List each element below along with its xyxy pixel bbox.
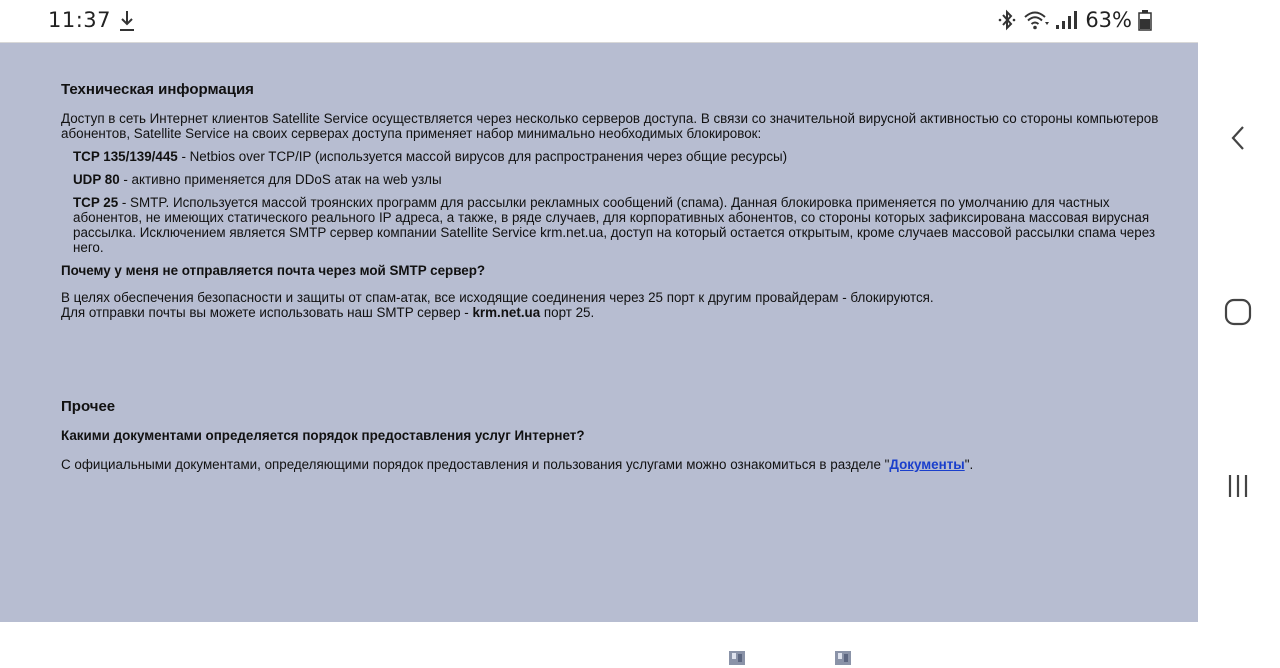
status-time: 11:37 (48, 8, 112, 32)
section-title-technical: Техническая информация (61, 81, 254, 98)
block-item-tcp-135 (73, 149, 1171, 164)
back-button[interactable] (1218, 120, 1258, 160)
block-item-udp-80 (73, 172, 1171, 187)
faq-answer-line2-before: Для отправки почты вы можете использовать наш SMTP сервер - (61, 305, 473, 320)
section-other (61, 398, 1171, 472)
documents-link[interactable]: Документы (889, 457, 965, 472)
faq-answer-documents-before: С официальными документами, определяющими порядок предоставления и пользования услугами можно ознакомиться в разделе " (61, 457, 890, 472)
block-item-label: TCP 135/139/445 (73, 149, 178, 164)
block-item-text: - SMTP. Используется массой троянских программ для рассылки рекламных сообщений (спама). Данная блокировка применяется по умолчанию для частных абонентов, не имеющих статического реального IP адреса, а также, в ряде случаев, для корпоративных абонентов, со стороны которых зафиксирована массовая вирусная рассылка. Исключением является SMTP сервер компании Satellite Service krm.net.ua, доступ на который остается открытым, кроме случаев массовой рассылки спама через него. (73, 195, 1155, 255)
battery-percent: 63% (1085, 8, 1132, 32)
technical-intro: Доступ в сеть Интернет клиентов Satellite Service осуществляется через несколько серверов доступа. В связи со значительной вирусной активностью со стороны компьютеров абонентов, Satellite Service на своих серверах доступа применяет набор минимально необходимых блокировок: (61, 111, 1159, 141)
thumbnail-image[interactable] (726, 649, 748, 665)
section-title-other: Прочее (61, 398, 116, 415)
bluetooth-icon (997, 9, 1017, 31)
signal-icon (1055, 9, 1079, 31)
home-button[interactable] (1218, 294, 1258, 334)
faq-question-documents: Какими документами определяется порядок предоставления услуг Интернет? (61, 428, 585, 443)
smtp-server-name: krm.net.ua (472, 305, 541, 320)
download-icon (118, 9, 136, 33)
recents-button[interactable] (1218, 468, 1258, 508)
navigation-bar (1198, 0, 1280, 622)
home-icon (1223, 297, 1253, 332)
back-icon (1228, 123, 1248, 158)
block-item-label: TCP 25 (73, 195, 119, 210)
recents-icon (1226, 471, 1250, 506)
faq-answer-smtp (61, 290, 1171, 320)
status-icons (997, 8, 1152, 32)
content-body (61, 81, 1171, 472)
block-item-text: - активно применяется для DDoS атак на web узлы (119, 172, 442, 187)
faq-answer-documents (61, 457, 1171, 472)
status-bar (0, 0, 1198, 43)
wifi-icon (1023, 9, 1049, 31)
faq-answer-line2-after: порт 25. (540, 305, 595, 320)
web-content (0, 43, 1198, 622)
faq-question-smtp: Почему у меня не отправляется почта через мой SMTP сервер? (61, 263, 486, 278)
block-item-tcp-25 (73, 195, 1171, 255)
block-item-text: - Netbios over TCP/IP (используется массой вирусов для распространения через общие ресурсы) (177, 149, 788, 164)
battery-icon (1138, 9, 1152, 31)
block-item-label: UDP 80 (73, 172, 120, 187)
thumbnail-image[interactable] (832, 649, 854, 665)
faq-answer-documents-after: ". (964, 457, 974, 472)
faq-answer-line1: В целях обеспечения безопасности и защиты от спам-атак, все исходящие соединения через 25 порт к другим провайдерам - блокируются. (61, 290, 934, 305)
